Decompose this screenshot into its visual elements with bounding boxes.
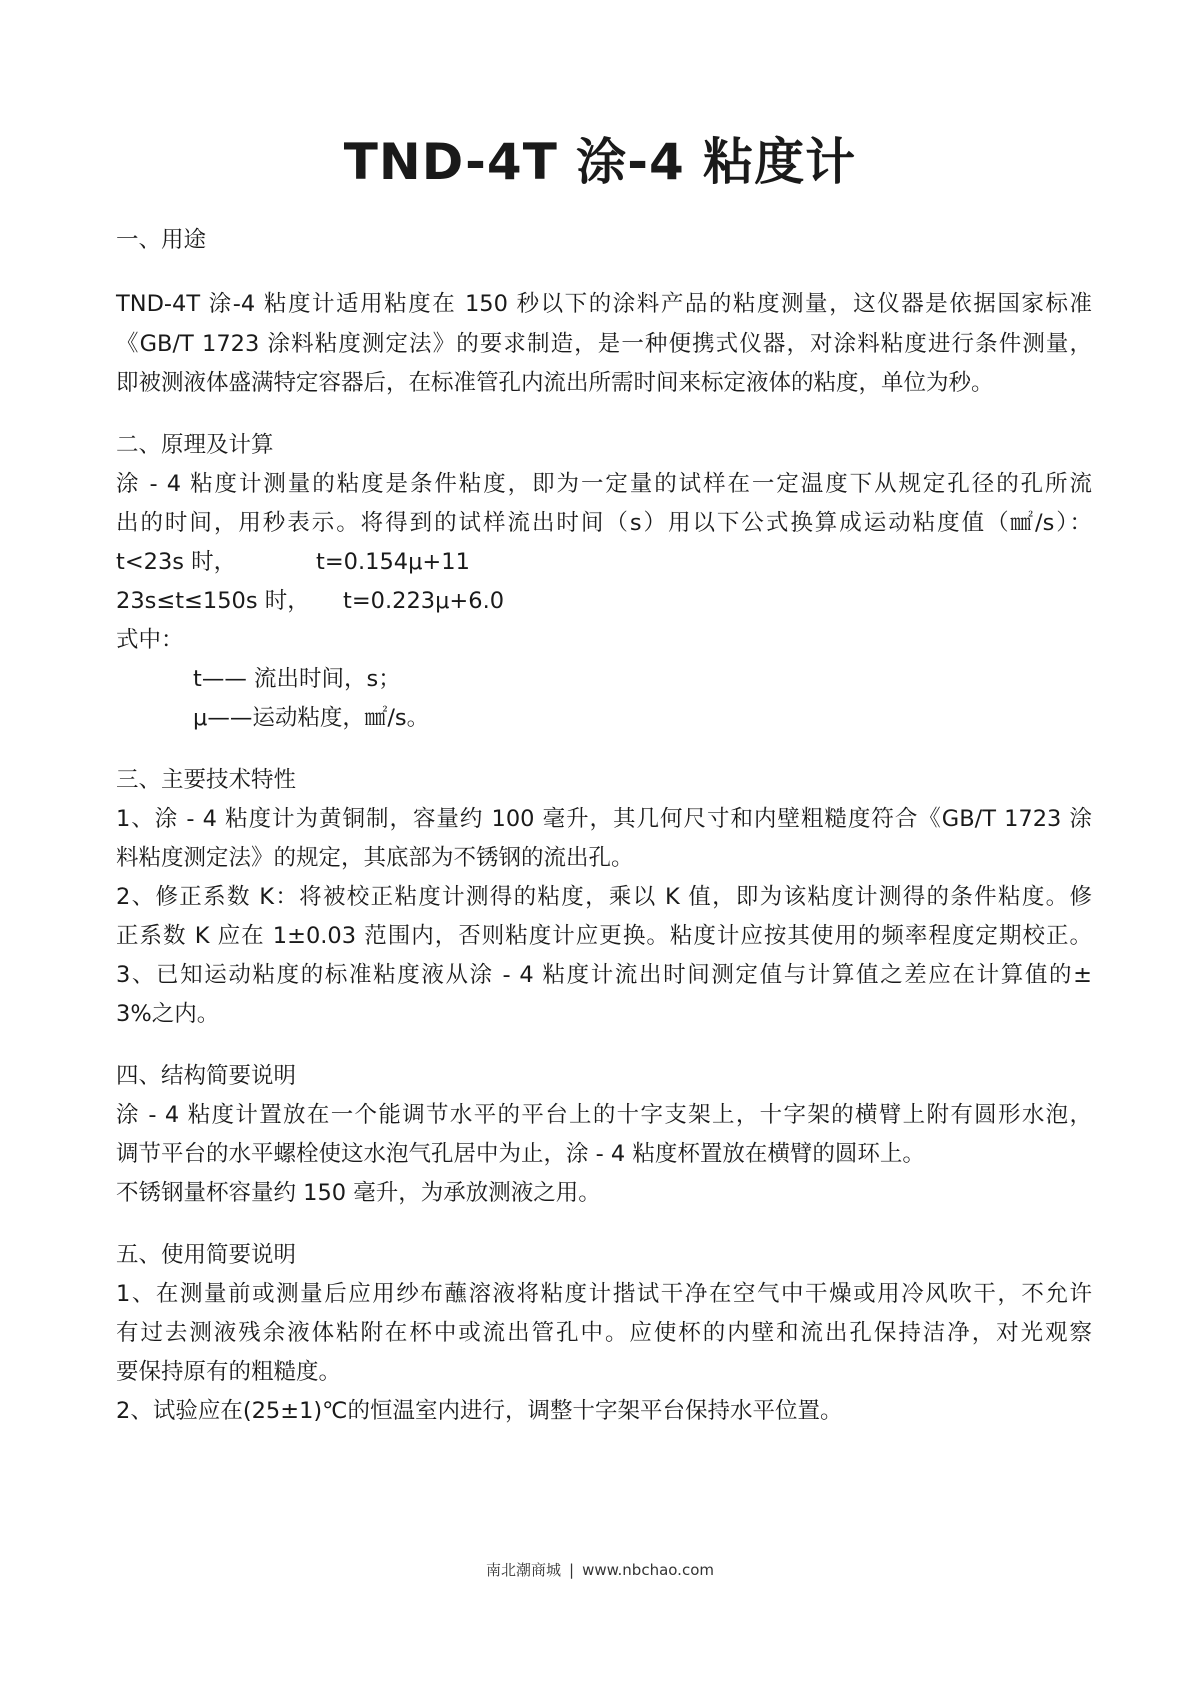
formula-2-condition: 23s≤t≤150s 时， (116, 588, 310, 614)
where-label: 式中： (116, 627, 184, 653)
section-3-line-6: 3%之内。 (116, 1001, 220, 1027)
section-2-heading: 二、原理及计算 (116, 432, 274, 458)
section-3-line-4: 正系数 K 应在 1±0.03 范围内，否则粘度计应更换。粘度计应按其使用的频率程度定期校正。 (116, 923, 1092, 949)
section-1-line-3: 即被测液体盛满特定容器后，在标准管孔内流出所需时间来标定液体的粘度，单位为秒。 (116, 370, 994, 396)
section-3-heading: 三、主要技术特性 (116, 767, 297, 793)
formula-1 (116, 546, 470, 578)
section-5-heading: 五、使用简要说明 (116, 1242, 297, 1268)
section-4-line-2: 调节平台的水平螺栓使这水泡气孔居中为止，涂 - 4 粘度杯置放在横臂的圆环上。 (116, 1141, 925, 1167)
footer-site-name: 南北潮商城 (486, 1561, 562, 1579)
section-1-line-2: 《GB/T 1723 涂料粘度测定法》的要求制造，是一种便携式仪器，对涂料粘度进行条件测量， (116, 331, 1092, 357)
definition-t: t—— 流出时间，s； (193, 666, 401, 692)
section-5-line-4: 2、试验应在(25±1)℃的恒温室内进行，调整十字架平台保持水平位置。 (116, 1398, 843, 1424)
section-5-line-3: 要保持原有的粗糙度。 (116, 1359, 342, 1385)
section-3-line-1: 1、涂 - 4 粘度计为黄铜制，容量约 100 毫升，其几何尺寸和内壁粗糙度符合《GB/T 1723 涂 (116, 806, 1092, 832)
section-3-line-3: 2、修正系数 K：将被校正粘度计测得的粘度，乘以 K 值，即为该粘度计测得的条件粘度。修 (116, 884, 1092, 910)
footer-url[interactable]: www.nbchao.com (582, 1561, 714, 1579)
definition-mu: μ——运动粘度，㎟/s。 (193, 705, 430, 731)
section-5-line-2: 有过去测液残余液体粘附在杯中或流出管孔中。应使杯的内壁和流出孔保持洁净，对光观察 (116, 1320, 1092, 1346)
section-4-line-1: 涂 - 4 粘度计置放在一个能调节水平的平台上的十字支架上，十字架的横臂上附有圆形水泡， (116, 1102, 1092, 1128)
section-3-line-2: 料粘度测定法》的规定，其底部为不锈钢的流出孔。 (116, 845, 634, 871)
formula-1-equation: t=0.154μ+11 (316, 549, 470, 575)
section-5-line-1: 1、在测量前或测量后应用纱布蘸溶液将粘度计揩试干净在空气中干燥或用冷风吹干，不允许 (116, 1281, 1092, 1307)
page-footer (0, 1560, 1200, 1580)
section-2-line-1: 涂 - 4 粘度计测量的粘度是条件粘度，即为一定量的试样在一定温度下从规定孔径的孔所流 (116, 471, 1092, 497)
section-1-line-1: TND-4T 涂-4 粘度计适用粘度在 150 秒以下的涂料产品的粘度测量，这仪器是依据国家标准 (116, 291, 1092, 317)
section-4-line-3: 不锈钢量杯容量约 150 毫升，为承放测液之用。 (116, 1180, 601, 1206)
formula-1-condition: t<23s 时， (116, 549, 237, 575)
section-3-line-5: 3、已知运动粘度的标准粘度液从涂 - 4 粘度计流出时间测定值与计算值之差应在计算值的± (116, 962, 1092, 988)
formula-2 (116, 585, 504, 617)
footer-separator: | (569, 1561, 575, 1579)
formula-2-equation: t=0.223μ+6.0 (343, 588, 505, 614)
section-4-heading: 四、结构简要说明 (116, 1063, 297, 1089)
section-1-heading: 一、用途 (116, 227, 207, 253)
section-2-line-2: 出的时间，用秒表示。将得到的试样流出时间（s）用以下公式换算成运动粘度值（㎟/s）： (116, 510, 1092, 536)
page-title: TND-4T 涂-4 粘度计 (343, 133, 857, 191)
